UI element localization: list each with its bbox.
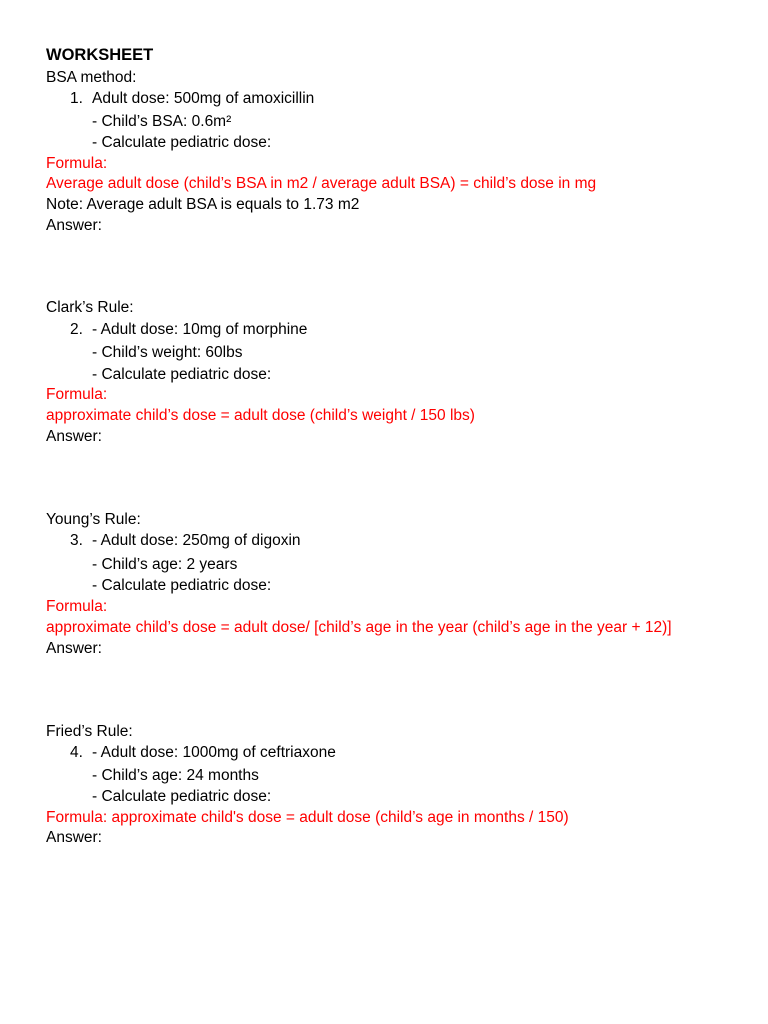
- formula-label: Formula:: [46, 386, 108, 403]
- question-number: 1.: [70, 90, 83, 107]
- formula-label: Formula:: [46, 155, 108, 172]
- section-heading-young: Young’s Rule:: [46, 511, 141, 528]
- question-child-age: - Child’s age: 2 years: [92, 556, 238, 573]
- question-child-age: - Child’s age: 24 months: [92, 767, 259, 784]
- question-number: 4.: [70, 744, 83, 761]
- question-adult-dose: - Adult dose: 250mg of digoxin: [92, 532, 301, 549]
- question-calculate: - Calculate pediatric dose:: [92, 788, 272, 805]
- section-heading-clark: Clark’s Rule:: [46, 299, 134, 316]
- formula-text: approximate child’s dose = adult dose/ [child’s age in the year (child’s age in the year + 12)]: [46, 619, 672, 636]
- question-number: 2.: [70, 321, 83, 338]
- question-adult-dose: - Adult dose: 1000mg of ceftriaxone: [92, 744, 336, 761]
- answer-label: Answer:: [46, 829, 102, 846]
- question-calculate: - Calculate pediatric dose:: [92, 577, 272, 594]
- question-calculate: - Calculate pediatric dose:: [92, 366, 272, 383]
- note-text: Note: Average adult BSA is equals to 1.73 m2: [46, 196, 360, 213]
- question-calculate: - Calculate pediatric dose:: [92, 134, 272, 151]
- question-3: [70, 531, 301, 551]
- answer-label: Answer:: [46, 640, 102, 657]
- answer-label: Answer:: [46, 428, 102, 445]
- question-4: [70, 743, 336, 763]
- formula-text: Formula: approximate child's dose = adult dose (child’s age in months / 150): [46, 809, 569, 826]
- question-2: [70, 320, 307, 340]
- formula-label: Formula:: [46, 598, 108, 615]
- question-adult-dose: Adult dose: 500mg of amoxicillin: [92, 90, 315, 107]
- formula-text: Average adult dose (child’s BSA in m2 / average adult BSA) = child’s dose in mg: [46, 175, 597, 192]
- section-heading-fried: Fried’s Rule:: [46, 723, 133, 740]
- question-child-bsa: - Child’s BSA: 0.6m²: [92, 113, 232, 130]
- question-child-weight: - Child’s weight: 60lbs: [92, 344, 243, 361]
- section-heading-bsa: BSA method:: [46, 69, 137, 86]
- question-1: [70, 89, 314, 109]
- answer-label: Answer:: [46, 217, 102, 234]
- page-title: WORKSHEET: [46, 46, 154, 64]
- question-number: 3.: [70, 532, 83, 549]
- question-adult-dose: - Adult dose: 10mg of morphine: [92, 321, 308, 338]
- formula-text: approximate child’s dose = adult dose (child’s weight / 150 lbs): [46, 407, 475, 424]
